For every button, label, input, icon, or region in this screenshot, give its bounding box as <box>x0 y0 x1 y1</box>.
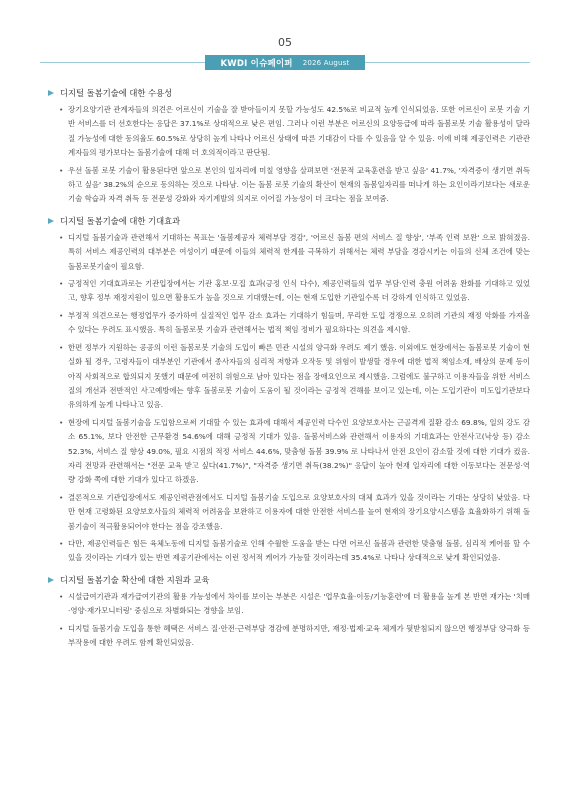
section-support-education <box>44 573 530 651</box>
section-title-text: 디지털 돌봄기술 확산에 대한 지원과 교육 <box>60 574 210 585</box>
main-content <box>44 86 530 657</box>
section-title-text: 디지털 돌봄기술에 대한 수용성 <box>60 88 173 98</box>
section-title <box>44 573 530 587</box>
section-expected-effects <box>44 214 530 566</box>
section-acceptance <box>44 86 530 207</box>
bullet-item: • 시설급여기관과 재가급여기관의 활용 가능성에서 차이를 보이는 부분은 시설은 '업무효율·이동/기능훈련'에 더 활용을 높게 본 반면 재가는 '치매·영양·재가모니터링' 중심으로 차별화되는 경향을 보임. <box>60 590 530 619</box>
bullet-item: • 현장에 디지털 돌봄기술을 도입함으로써 기대할 수 있는 효과에 대해서 제공인력 다수인 요양보호사는 근골격계 질환 감소 69.8%, 일의 강도 감소 65.1%, 보다 안전한 근무환경 54.6%에 대해 긍정적 기대가 있음. 돌봄서비스와 관련해서 이용자의 기대효과는 안전사고(낙상 등) 감소 52.3%, 서비스 질 향상 49.0%, 필요 시점의 적정 서비스 44.6%, 맞춤형 돌봄 39.9% 로 나타나서 안전 요인이 감소할 것에 대한 기대가 컸음. 자리 전망과 관련해서는 "전문 교육 받고 싶다(41.7%)", "자격증 생기면 취득(38.2%)" 응답이 높아 현재 일자리에 대한 이동보다는 전문성·역량 강화 쪽에 대한 기대가 있다고 하겠음. <box>60 416 530 488</box>
bullet-item: • 한편 정부가 지원하는 공공의 이런 돌봄로봇 기술의 도입이 빠른 민관 시설의 양극화 우려도 제기 했음. 이외에도 현장에서는 돌봄로봇 기술이 현실화 될 경우, 고령자들이 대부분인 기관에서 종사자들의 심리적 저항과 오작동 및 위험이 발생할 경우에 대한 법적 책임소재, 배상의 문제 등이 아직 사회적으로 합의되지 못했기 때문에 여전히 위험으로 남아 있다는 점을 장애요인으로 제시했음. 그럼에도 불구하고 이용자들을 위한 서비스 질의 개선과 전반적인 사고예방에는 향후 돌봄로봇 기술이 도움이 될 것이라는 긍정적 견해를 보이고 있는데, 이는 도입기관이 미도입기관보다 유의하게 높게 나타나고 있음. <box>60 341 530 413</box>
bullet-item: • 디지털 돌봄기술과 관련해서 기대하는 목표는 '돌봄제공자 체력부담 경감', '어르신 돌봄 편의 서비스 질 향상', '부족 인력 보완' 으로 밝혀졌음. 특히 서비스 제공인력의 대부분은 여성이기 때문에 이들의 체력적 한계를 극복하기 위해서는 체력 부담을 경감시키는 이들의 신체 조건에 맞는 돌봄로봇기술이 필요함. <box>60 231 530 274</box>
bullet-item: • 긍정적인 기대효과로는 기관입장에서는 기관 홍보·모집 효과(긍정 인식 다수), 제공인력들의 업무 부담·인력 충원 어려움 완화를 기대하고 있었고, 향후 정부 재정지원이 있으면 활용도가 높을 것으로 기대했는데, 이는 현재 도입한 기관일수록 더 강하게 인식하고 있었음. <box>60 277 530 306</box>
triangle-bullet-icon <box>48 90 54 96</box>
bullet-item: • 부정적 의견으로는 행정업무가 증가하여 실질적인 업무 감소 효과는 기대하기 힘들며, 무리한 도입 경쟁으로 오히려 기관의 재정 악화를 가져올 수 있다는 우려도 표시했음. 특히 돌봄로봇 기술과 관련해서는 법적 책임 정비가 필요하다는 의견을 제시함. <box>60 309 530 338</box>
bullet-item: • 장기요양기관 관계자들의 의견은 어르신이 기술을 잘 받아들이지 못할 가능성도 42.5%로 비교적 높게 인식되었음. 또한 어르신이 로봇 기술 기반 서비스를 더 선호한다는 응답은 37.1%로 상대적으로 낮은 편임. 그러나 이런 부분은 어르신의 요양등급에 따라 돌봄로봇 기술 활용성이 달라질 가능성에 대한 동의율도 60.5%로 상당히 높게 나타나 어르신 상태에 따른 기대감이 다를 수 있음을 알 수 있음. 이에 비해 제공인력은 기관관계자들의 평가보다는 돌봄기술에 대해 더 호의적이라고 판단됨. <box>60 103 530 161</box>
bullet-list <box>44 590 530 651</box>
page-number: 05 <box>278 36 292 49</box>
bullet-item: • 우선 돌봄 로봇 기술이 활용된다면 앞으로 본인의 일자리에 미칠 영향을 살펴보면 '전문적 교육훈련을 받고 싶음' 41.7%, '자격증이 생기면 취득하고 싶음' 38.2%의 순으로 동의하는 것으로 나타남. 이는 돌봄 로봇 기술의 확산이 현재의 돌봄일자리를 떠나게 하는 요인이라기보다는 새로운 기술 학습과 자격 취득 등 전문성 강화와 자기계발의 의지로 이어질 가능성이 더 크다는 점을 보여줌. <box>60 164 530 207</box>
triangle-bullet-icon <box>48 577 54 583</box>
bullet-list <box>44 103 530 207</box>
bullet-list <box>44 231 530 566</box>
section-title <box>44 86 530 100</box>
bullet-item: • 디지털 돌봄기술 도입을 통한 혜택은 서비스 질·안전·근력부담 경감에 분명하지만, 재정·법제·교육 체계가 뒷받침되지 않으면 행정부담 양극화 등 부작용에 대한 우려도 함께 확인되었음. <box>60 622 530 651</box>
publication-date: 2026 August <box>302 58 350 67</box>
publication-name: KWDI 이슈페이퍼 <box>220 58 293 69</box>
bullet-item: • 결론적으로 기관입장에서도 제공인력관점에서도 디지털 돌봄기술 도입으로 요양보호사의 대체 효과가 있을 것이라는 기대는 상당히 낮았음. 다만 현재 고령화된 요양보호사들의 체력적 어려움을 보완하고 이용자에 대한 안전한 서비스를 높여 현재의 장기요양시스템을 효율화하기 위해 돌봄기술이 적극활용되어야 한다는 점을 강조했음. <box>60 491 530 534</box>
triangle-bullet-icon <box>48 218 54 224</box>
section-title <box>44 214 530 228</box>
section-title-text: 디지털 돌봄기술에 대한 기대효과 <box>60 215 181 226</box>
bullet-item: • 다만, 제공인력들은 힘든 육체노동에 디지털 돌봄기술로 인해 수월한 도움을 받는 다면 어르신 돌봄과 관련한 맞춤형 돌봄, 심리적 케어를 할 수 있을 것이라는 기대가 있는 반면 제공기관에서는 이런 정서적 케어가 가능할 것이라는데 35.4%로 나타나 상대적으로 낮게 확인되었음. <box>60 537 530 566</box>
publication-banner <box>205 55 365 70</box>
